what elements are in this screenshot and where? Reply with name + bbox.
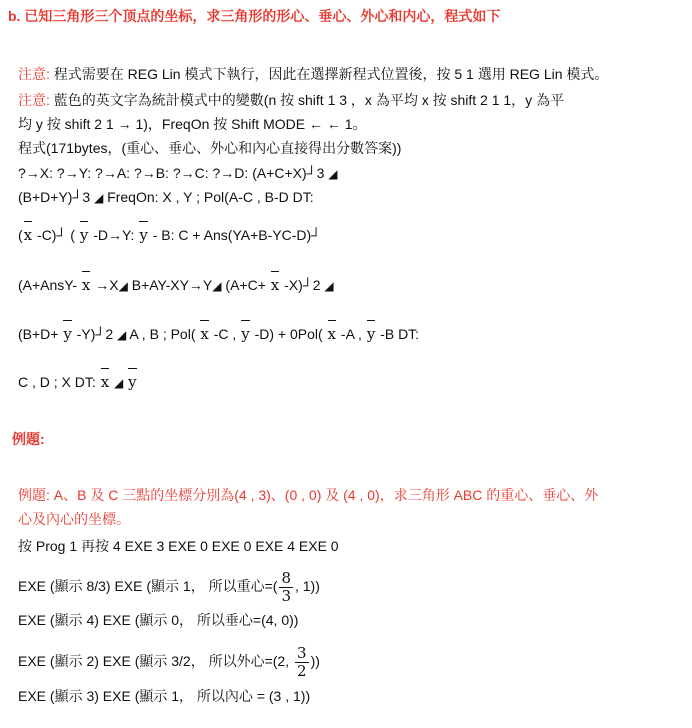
program-line-2: (B+D+Y)┘3 ◢ FreqOn: X , Y ; Pol(A-C , B-D DT: <box>18 189 314 205</box>
display-triangle-icon: ◢ <box>324 279 334 293</box>
x-bar-variable: x <box>270 276 280 294</box>
program-line-1: ?→X: ?→Y: ?→A: ?→B: ?→C: ?→D: (A+C+X)┘3 ◢ <box>18 165 338 181</box>
program-line-4: (A+AnsY- x →X◢ B+AY-XY→Y◢ (A+C+ x -X)┘2 ◢ <box>18 276 334 294</box>
example-heading: 例題: <box>12 431 45 447</box>
x-bar-variable: x <box>23 226 33 244</box>
note-2-line-1 <box>18 91 564 109</box>
display-triangle-icon: ◢ <box>212 279 222 293</box>
display-triangle-icon: ◢ <box>117 328 127 342</box>
program-line-6: C , D ; X DT: x ◢ y <box>18 373 137 391</box>
fraction-3-2: $\frac{3}{2}$ <box>297 644 307 680</box>
y-bar-variable: y <box>139 226 148 244</box>
y-bar-variable: y <box>79 226 89 244</box>
y-bar-variable: y <box>63 325 72 343</box>
result-centroid: EXE (顯示 8/3) EXE (顯示 1， 所以重心=( $\frac{8}{3}$ , 1)) <box>18 569 320 605</box>
result-incenter: EXE (顯示 3) EXE (顯示 1， 所以內心 = (3 , 1)) <box>18 688 311 704</box>
x-bar-variable: x <box>100 373 110 391</box>
y-bar-variable: y <box>241 325 250 343</box>
note-label: 注意: <box>18 66 50 82</box>
example-question-line-2: 心及內心的坐標。 <box>18 511 130 527</box>
example-keys: 按 Prog 1 再按 4 EXE 3 EXE 0 EXE 0 EXE 4 EXE 0 <box>18 538 339 554</box>
y-bar-variable: y <box>128 373 137 391</box>
program-line-5: (B+D+ y -Y)┘2 ◢ A , B ; Pol( x -C , y -D) + 0Pol( x -A , y -B DT: <box>18 325 420 343</box>
display-triangle-icon: ◢ <box>94 191 104 205</box>
note-2-line-2: 均 y 按 shift 2 1 → 1)，FreqOn 按 Shift MODE ← ← 1。 <box>18 116 367 132</box>
note-text: 藍色的英文字為統計模式中的變數(n 按 shift 1 3 ，x 為平均 x 按 shift 2 1 1，y 為平 <box>49 92 565 108</box>
program-line-3: (x -C)┘ ( y -D→Y: y - B: C + Ans(YA+B-YC-D)┘ <box>18 226 322 244</box>
page-title: b. 已知三角形三个顶点的坐标，求三角形的形心、垂心、外心和内心，程式如下 <box>8 8 501 24</box>
note-1 <box>18 65 608 83</box>
x-bar-variable: x <box>200 325 209 343</box>
note-label: 注意: <box>18 92 50 108</box>
example-question-line-1: 例題: A、B 及 C 三點的坐標分別為(4 , 3)、(0 , 0) 及 (4 , 0)，求三角形 ABC 的重心、垂心、外 <box>18 487 599 503</box>
x-bar-variable: x <box>327 325 337 343</box>
display-triangle-icon: ◢ <box>328 167 338 181</box>
result-orthocenter: EXE (顯示 4) EXE (顯示 0， 所以垂心=(4, 0)) <box>18 612 299 628</box>
display-triangle-icon: ◢ <box>114 376 124 390</box>
result-circumcenter: EXE (顯示 2) EXE (顯示 3/2， 所以外心=(2, $\frac{3}{2}$ )) <box>18 644 320 680</box>
x-bar-variable: x <box>81 276 91 294</box>
fraction-8-3: $\frac{8}{3}$ <box>281 569 291 605</box>
note-text: 程式需要在 REG Lin 模式下執行，因此在選擇新程式位置後，按 5 1 選用 REG Lin 模式。 <box>49 66 609 82</box>
display-triangle-icon: ◢ <box>118 279 128 293</box>
program-header: 程式(171bytes，(重心、垂心、外心和內心直接得出分數答案)) <box>18 140 402 156</box>
y-bar-variable: y <box>366 325 376 343</box>
